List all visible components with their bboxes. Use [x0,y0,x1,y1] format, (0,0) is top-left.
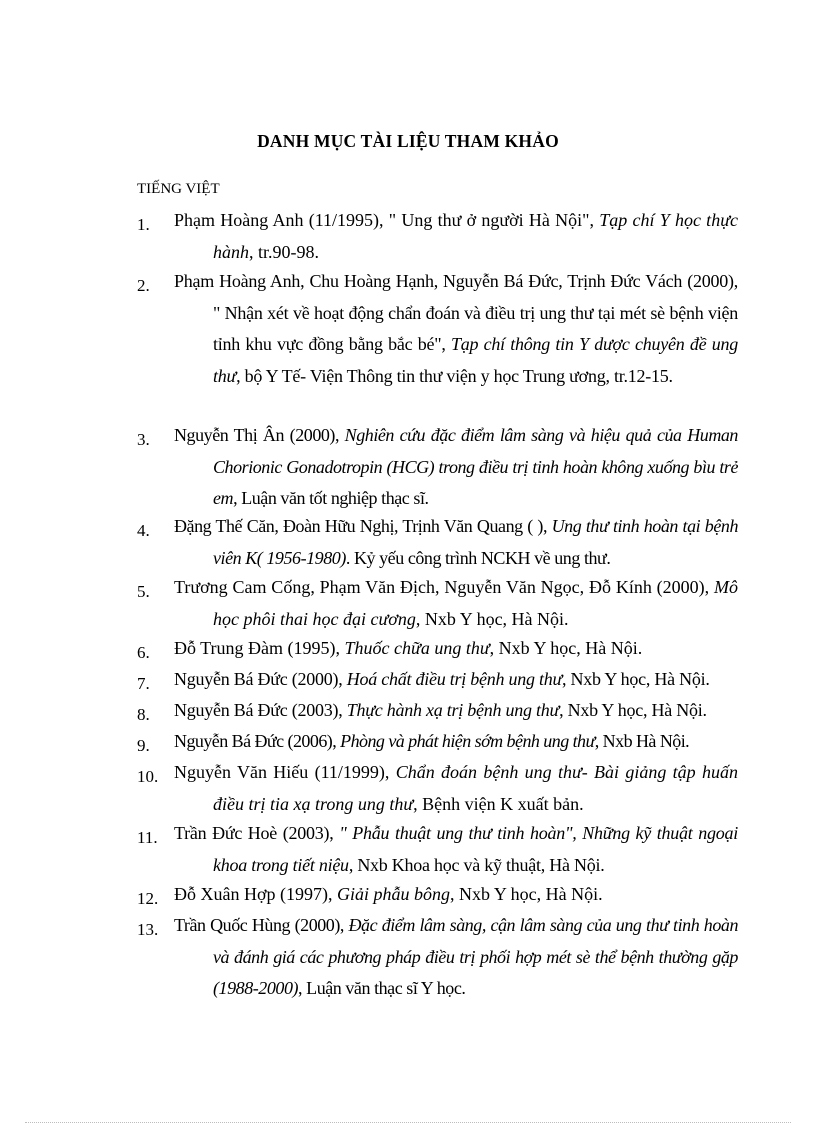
reference-title: Thực hành xạ trị bệnh ung thư [346,700,560,720]
reference-number: 12. [137,889,159,908]
reference-text [174,818,738,881]
reference-source: , Nxb Khoa học và kỹ thuật, Hà Nội. [348,854,605,875]
reference-title: Chẩn đoán bệnh ung thư- Bài giảng tập huấn điều trị tia xạ trong ung thư [213,762,738,814]
section-heading: TIẾNG VIỆT [137,181,220,197]
reference-authors: Trương Cam Cống, Phạm Văn Địch, Nguyễn Văn Ngọc, Đỗ Kính (2000), [174,577,714,597]
reference-item [137,664,738,696]
reference-text [174,910,738,1005]
reference-authors: Đặng Thế Căn, Đoàn Hữu Nghị, Trịnh Văn Quang ( ), [174,516,552,536]
reference-text [174,205,738,268]
reference-item [137,633,738,665]
reference-authors: Đỗ Trung Đàm (1995), [174,638,345,658]
reference-authors: Nguyễn Bá Đức (2000), [174,669,347,689]
reference-number: 2. [137,276,150,295]
reference-title: Phòng và phát hiện sớm bệnh ung thư [340,731,595,751]
reference-source: . Kỷ yếu công trình NCKH về ung thư. [345,547,611,568]
reference-title: Hoá chất điều trị bệnh ung thư [346,669,563,689]
reference-source: , Nxb Y học, Hà Nội. [559,700,707,720]
reference-source: , Bệnh viện K xuất bản. [413,793,584,814]
reference-item [137,757,738,820]
reference-source: , Nxb Y học, Hà Nội. [489,638,643,658]
reference-title: " Phẫu thuật ung thư tinh hoàn", Những kỹ thuật ngoại khoa trong tiết niệu [213,823,738,875]
reference-title: Ung thư tinh hoàn tại bệnh viên K( 1956-1980) [213,516,738,568]
reference-title: Tạp chí Y học thực hành [213,210,738,262]
reference-item [137,695,738,727]
reference-number: 1. [137,215,150,234]
reference-title: Mô học phôi thai học đại cương [213,577,738,629]
reference-item [137,726,738,758]
reference-authors: Trần Đức Hoè (2003), [174,823,340,843]
reference-item [137,879,738,911]
reference-item [137,511,738,574]
reference-authors: Phạm Hoàng Anh, Chu Hoàng Hạnh, Nguyễn Bá Đức, Trịnh Đức Vách (2000), " Nhận xét về hoạt động chẩn đoán và điều trị ung thư tại mét sè bệnh viện tỉnh khu vực đồng bằng bắc bé", [174,271,738,354]
reference-source: , Luận văn tốt nghiệp thạc sĩ. [233,488,429,508]
reference-title: Nghiên cứu đặc điểm lâm sàng và hiệu quả của Human Chorionic Gonadotropin (HCG) trong điều trị tinh hoàn không xuống bìu trẻ em [213,425,738,508]
reference-authors: Phạm Hoàng Anh (11/1995), " Ung thư ở người Hà Nội", [174,210,600,230]
reference-item [137,572,738,635]
reference-number: 5. [137,582,150,601]
reference-authors: Đỗ Xuân Hợp (1997), [174,884,337,904]
reference-item [137,420,738,515]
page-title: DANH MỤC TÀI LIỆU THAM KHẢO [257,131,559,151]
reference-number: 3. [137,430,150,449]
reference-number: 6. [137,643,150,662]
reference-item [137,205,738,268]
reference-source: , bộ Y Tế- Viện Thông tin thư viện y học Trung ương, tr.12-15. [236,365,673,386]
reference-source: , Nxb Y học, Hà Nội. [562,669,710,689]
reference-text [174,572,738,635]
reference-source: , Nxb Y học, Hà Nội. [415,608,569,629]
reference-text [174,664,738,696]
reference-number: 10. [137,767,159,786]
reference-number: 7. [137,674,150,693]
reference-title: Tạp chí thông tin Y dược chuyên đề ung thư [213,334,738,386]
reference-authors: Nguyễn Thị Ân (2000), [174,425,345,445]
reference-text [174,757,738,820]
reference-source: , Nxb Hà Nội. [594,731,690,751]
reference-source: , tr.90-98. [249,241,319,262]
reference-title: Đặc điểm lâm sàng, cận lâm sàng của ung thư tinh hoàn và đánh giá các phương pháp điều trị phối hợp mét sè thể bệnh thường gặp (1988-2000) [213,915,738,998]
reference-text [174,420,738,515]
reference-text [174,726,738,758]
reference-text [174,879,738,911]
reference-authors: Trần Quốc Hùng (2000), [174,915,349,935]
reference-number: 11. [137,828,158,847]
reference-source: , Nxb Y học, Hà Nội. [450,884,603,904]
reference-number: 9. [137,736,150,755]
reference-number: 4. [137,521,150,540]
reference-source: , Luận văn thạc sĩ Y học. [298,978,466,998]
reference-text [174,695,738,727]
reference-text [174,633,738,665]
reference-text [174,266,738,392]
reference-number: 13. [137,920,159,939]
reference-item [137,818,738,881]
reference-item [137,266,738,392]
reference-title: Giải phẫu bông [337,884,451,904]
reference-title: Thuốc chữa ung thư [344,638,490,658]
reference-authors: Nguyễn Bá Đức (2003), [174,700,347,720]
reference-item [137,910,738,1005]
reference-authors: Nguyễn Bá Đức (2006), [174,731,341,751]
reference-number: 8. [137,705,150,724]
reference-text [174,511,738,574]
reference-authors: Nguyễn Văn Hiếu (11/1999), [174,762,396,782]
